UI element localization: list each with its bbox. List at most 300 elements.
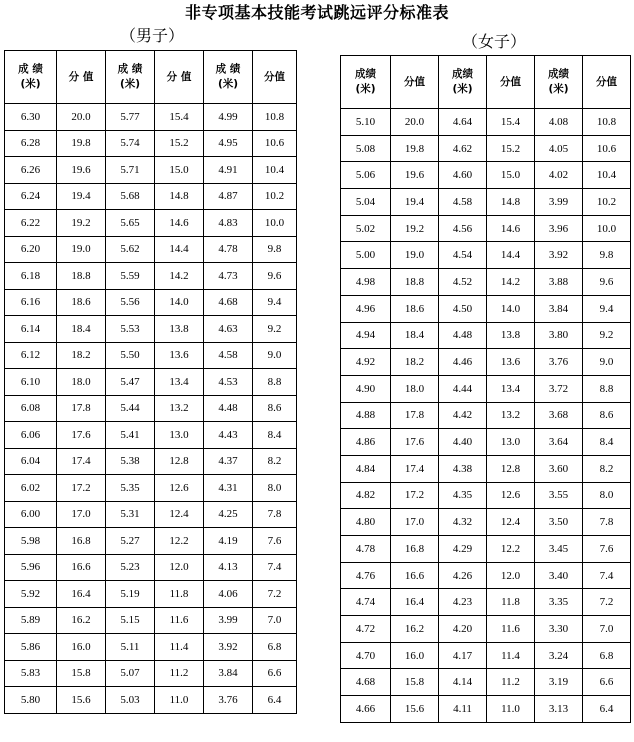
header-line: 成绩 xyxy=(355,68,376,80)
male-table-row xyxy=(5,210,297,237)
score-cell: 16.2 xyxy=(57,607,106,634)
female-table-row xyxy=(341,616,631,643)
score-cell: 11.4 xyxy=(487,642,535,669)
score-cell: 14.0 xyxy=(155,289,204,316)
header-line: 分 值 xyxy=(166,70,192,83)
distance-cell: 6.22 xyxy=(5,210,57,237)
score-cell: 14.0 xyxy=(487,295,535,322)
female-table-row xyxy=(341,402,631,429)
score-cell: 12.2 xyxy=(487,536,535,563)
score-cell: 17.0 xyxy=(391,509,439,536)
score-cell: 10.0 xyxy=(253,210,297,237)
distance-cell: 4.14 xyxy=(439,669,487,696)
score-cell: 7.2 xyxy=(583,589,631,616)
distance-cell: 6.00 xyxy=(5,501,57,528)
male-table-row xyxy=(5,289,297,316)
distance-cell: 3.13 xyxy=(535,696,583,723)
score-cell: 9.4 xyxy=(253,289,297,316)
score-cell: 17.8 xyxy=(57,395,106,422)
female-table-row xyxy=(341,349,631,376)
distance-cell: 5.10 xyxy=(341,109,391,136)
distance-cell: 5.27 xyxy=(106,528,155,555)
distance-cell: 3.92 xyxy=(204,634,253,661)
score-cell: 15.4 xyxy=(155,104,204,131)
distance-cell: 4.06 xyxy=(204,581,253,608)
distance-cell: 5.71 xyxy=(106,157,155,184)
score-cell: 18.6 xyxy=(391,295,439,322)
score-cell: 13.4 xyxy=(155,369,204,396)
distance-cell: 5.04 xyxy=(341,189,391,216)
score-cell: 9.6 xyxy=(253,263,297,290)
distance-cell: 3.50 xyxy=(535,509,583,536)
distance-cell: 3.24 xyxy=(535,642,583,669)
score-cell: 14.8 xyxy=(487,189,535,216)
female-table-row xyxy=(341,109,631,136)
score-cell: 11.0 xyxy=(155,687,204,714)
score-cell: 9.8 xyxy=(253,236,297,263)
male-table-row xyxy=(5,581,297,608)
score-cell: 17.2 xyxy=(391,482,439,509)
female-header-cell xyxy=(487,56,535,109)
distance-cell: 4.86 xyxy=(341,429,391,456)
distance-cell: 3.84 xyxy=(204,660,253,687)
female-table-row xyxy=(341,295,631,322)
distance-cell: 4.80 xyxy=(341,509,391,536)
distance-cell: 4.84 xyxy=(341,455,391,482)
score-cell: 7.8 xyxy=(583,509,631,536)
male-table-row xyxy=(5,183,297,210)
score-cell: 19.8 xyxy=(57,130,106,157)
male-table-row xyxy=(5,607,297,634)
distance-cell: 3.92 xyxy=(535,242,583,269)
score-cell: 9.4 xyxy=(583,295,631,322)
header-line: 成 绩 xyxy=(215,63,241,75)
female-header-cell xyxy=(391,56,439,109)
score-cell: 8.4 xyxy=(253,422,297,449)
score-cell: 15.0 xyxy=(155,157,204,184)
score-cell: 8.2 xyxy=(583,455,631,482)
distance-cell: 4.70 xyxy=(341,642,391,669)
score-cell: 18.8 xyxy=(57,263,106,290)
distance-cell: 5.86 xyxy=(5,634,57,661)
score-cell: 12.8 xyxy=(155,448,204,475)
distance-cell: 5.11 xyxy=(106,634,155,661)
distance-cell: 4.60 xyxy=(439,162,487,189)
female-table-row xyxy=(341,509,631,536)
distance-cell: 3.60 xyxy=(535,455,583,482)
distance-cell: 4.98 xyxy=(341,269,391,296)
female-table-row xyxy=(341,322,631,349)
distance-cell: 3.30 xyxy=(535,616,583,643)
score-cell: 19.8 xyxy=(391,135,439,162)
score-cell: 13.0 xyxy=(487,429,535,456)
distance-cell: 5.53 xyxy=(106,316,155,343)
score-cell: 6.6 xyxy=(253,660,297,687)
score-cell: 17.8 xyxy=(391,402,439,429)
distance-cell: 4.29 xyxy=(439,536,487,563)
header-line: 分值 xyxy=(500,75,521,88)
score-cell: 12.6 xyxy=(487,482,535,509)
male-score-table xyxy=(4,50,297,714)
score-cell: 10.2 xyxy=(253,183,297,210)
header-line: 分 值 xyxy=(68,70,94,83)
score-cell: 10.6 xyxy=(253,130,297,157)
male-table-row xyxy=(5,316,297,343)
distance-cell: 6.30 xyxy=(5,104,57,131)
score-cell: 8.0 xyxy=(253,475,297,502)
score-cell: 11.4 xyxy=(155,634,204,661)
score-cell: 7.0 xyxy=(253,607,297,634)
score-cell: 7.0 xyxy=(583,616,631,643)
header-line: 分值 xyxy=(404,75,425,88)
score-cell: 13.6 xyxy=(487,349,535,376)
distance-cell: 5.00 xyxy=(341,242,391,269)
male-table-row xyxy=(5,448,297,475)
score-cell: 11.0 xyxy=(487,696,535,723)
female-table-row xyxy=(341,135,631,162)
male-table-row xyxy=(5,157,297,184)
score-cell: 16.0 xyxy=(391,642,439,669)
header-line: 成绩 xyxy=(548,68,569,80)
score-cell: 15.4 xyxy=(487,109,535,136)
score-cell: 14.2 xyxy=(487,269,535,296)
distance-cell: 4.66 xyxy=(341,696,391,723)
distance-cell: 5.77 xyxy=(106,104,155,131)
score-cell: 15.0 xyxy=(487,162,535,189)
female-header-row xyxy=(341,56,631,109)
header-unit: (米) xyxy=(355,83,376,95)
distance-cell: 4.37 xyxy=(204,448,253,475)
distance-cell: 3.96 xyxy=(535,215,583,242)
distance-cell: 5.02 xyxy=(341,215,391,242)
distance-cell: 5.92 xyxy=(5,581,57,608)
distance-cell: 5.31 xyxy=(106,501,155,528)
score-cell: 17.0 xyxy=(57,501,106,528)
score-cell: 11.2 xyxy=(487,669,535,696)
distance-cell: 6.26 xyxy=(5,157,57,184)
male-table-body xyxy=(5,104,297,714)
distance-cell: 4.20 xyxy=(439,616,487,643)
female-header-cell xyxy=(439,56,487,109)
score-cell: 9.2 xyxy=(583,322,631,349)
distance-cell: 5.44 xyxy=(106,395,155,422)
distance-cell: 5.41 xyxy=(106,422,155,449)
distance-cell: 4.88 xyxy=(341,402,391,429)
distance-cell: 4.35 xyxy=(439,482,487,509)
distance-cell: 4.08 xyxy=(535,109,583,136)
distance-cell: 4.58 xyxy=(439,189,487,216)
distance-cell: 4.78 xyxy=(204,236,253,263)
header-unit: (米) xyxy=(217,78,239,90)
score-cell: 13.8 xyxy=(155,316,204,343)
header-unit: (米) xyxy=(548,83,569,95)
male-table-row xyxy=(5,475,297,502)
distance-cell: 4.92 xyxy=(341,349,391,376)
score-cell: 8.2 xyxy=(253,448,297,475)
distance-cell: 5.19 xyxy=(106,581,155,608)
header-unit: (米) xyxy=(119,78,141,90)
score-cell: 13.2 xyxy=(155,395,204,422)
score-cell: 10.8 xyxy=(253,104,297,131)
distance-cell: 6.16 xyxy=(5,289,57,316)
score-cell: 14.4 xyxy=(487,242,535,269)
score-cell: 13.6 xyxy=(155,342,204,369)
distance-cell: 3.19 xyxy=(535,669,583,696)
score-cell: 16.6 xyxy=(391,562,439,589)
female-table-row xyxy=(341,375,631,402)
distance-cell: 5.96 xyxy=(5,554,57,581)
distance-cell: 6.28 xyxy=(5,130,57,157)
female-header-cell xyxy=(583,56,631,109)
score-cell: 9.0 xyxy=(583,349,631,376)
distance-cell: 3.40 xyxy=(535,562,583,589)
score-cell: 19.2 xyxy=(391,215,439,242)
score-cell: 16.6 xyxy=(57,554,106,581)
distance-cell: 5.47 xyxy=(106,369,155,396)
distance-cell: 4.91 xyxy=(204,157,253,184)
distance-cell: 4.52 xyxy=(439,269,487,296)
female-table-row xyxy=(341,429,631,456)
distance-cell: 4.56 xyxy=(439,215,487,242)
distance-cell: 4.48 xyxy=(439,322,487,349)
distance-cell: 6.06 xyxy=(5,422,57,449)
distance-cell: 5.15 xyxy=(106,607,155,634)
header-line: 分值 xyxy=(264,70,285,83)
male-table-row xyxy=(5,342,297,369)
female-score-table xyxy=(340,55,631,723)
score-cell: 11.2 xyxy=(155,660,204,687)
male-table-row xyxy=(5,369,297,396)
score-cell: 20.0 xyxy=(57,104,106,131)
distance-cell: 3.99 xyxy=(204,607,253,634)
male-table-row xyxy=(5,501,297,528)
distance-cell: 4.76 xyxy=(341,562,391,589)
distance-cell: 4.17 xyxy=(439,642,487,669)
score-cell: 19.0 xyxy=(391,242,439,269)
female-table-row xyxy=(341,696,631,723)
female-table-row xyxy=(341,642,631,669)
male-header-cell xyxy=(253,51,297,104)
score-cell: 11.6 xyxy=(155,607,204,634)
female-table-row xyxy=(341,189,631,216)
female-table-row xyxy=(341,215,631,242)
distance-cell: 3.72 xyxy=(535,375,583,402)
distance-cell: 5.68 xyxy=(106,183,155,210)
distance-cell: 4.40 xyxy=(439,429,487,456)
distance-cell: 4.38 xyxy=(439,455,487,482)
score-cell: 9.6 xyxy=(583,269,631,296)
distance-cell: 4.62 xyxy=(439,135,487,162)
header-unit: (米) xyxy=(452,83,473,95)
distance-cell: 4.64 xyxy=(439,109,487,136)
male-table-row xyxy=(5,104,297,131)
score-cell: 11.6 xyxy=(487,616,535,643)
distance-cell: 5.07 xyxy=(106,660,155,687)
distance-cell: 5.74 xyxy=(106,130,155,157)
score-cell: 19.2 xyxy=(57,210,106,237)
distance-cell: 4.82 xyxy=(341,482,391,509)
score-cell: 13.0 xyxy=(155,422,204,449)
score-cell: 11.8 xyxy=(487,589,535,616)
score-cell: 10.4 xyxy=(253,157,297,184)
distance-cell: 4.73 xyxy=(204,263,253,290)
score-cell: 16.8 xyxy=(391,536,439,563)
distance-cell: 6.20 xyxy=(5,236,57,263)
male-table-row xyxy=(5,634,297,661)
distance-cell: 4.19 xyxy=(204,528,253,555)
score-cell: 12.2 xyxy=(155,528,204,555)
distance-cell: 5.08 xyxy=(341,135,391,162)
distance-cell: 4.05 xyxy=(535,135,583,162)
header-line: 成 绩 xyxy=(117,63,143,75)
score-cell: 10.0 xyxy=(583,215,631,242)
distance-cell: 3.68 xyxy=(535,402,583,429)
score-cell: 20.0 xyxy=(391,109,439,136)
female-header-cell xyxy=(535,56,583,109)
score-cell: 7.2 xyxy=(253,581,297,608)
score-cell: 14.2 xyxy=(155,263,204,290)
distance-cell: 3.35 xyxy=(535,589,583,616)
score-cell: 16.4 xyxy=(391,589,439,616)
score-cell: 12.8 xyxy=(487,455,535,482)
female-table-row xyxy=(341,669,631,696)
score-cell: 16.8 xyxy=(57,528,106,555)
score-cell: 18.8 xyxy=(391,269,439,296)
female-table-row xyxy=(341,242,631,269)
score-cell: 19.0 xyxy=(57,236,106,263)
score-cell: 18.4 xyxy=(391,322,439,349)
distance-cell: 4.83 xyxy=(204,210,253,237)
distance-cell: 4.54 xyxy=(439,242,487,269)
distance-cell: 5.80 xyxy=(5,687,57,714)
male-table-row xyxy=(5,660,297,687)
female-table-body xyxy=(341,109,631,723)
distance-cell: 6.04 xyxy=(5,448,57,475)
distance-cell: 3.55 xyxy=(535,482,583,509)
male-table-row xyxy=(5,236,297,263)
score-cell: 14.6 xyxy=(487,215,535,242)
distance-cell: 4.13 xyxy=(204,554,253,581)
score-cell: 15.2 xyxy=(487,135,535,162)
score-cell: 10.2 xyxy=(583,189,631,216)
distance-cell: 4.87 xyxy=(204,183,253,210)
score-cell: 19.6 xyxy=(391,162,439,189)
score-cell: 12.4 xyxy=(487,509,535,536)
male-table-row xyxy=(5,395,297,422)
score-cell: 12.4 xyxy=(155,501,204,528)
score-cell: 8.6 xyxy=(253,395,297,422)
score-cell: 7.6 xyxy=(583,536,631,563)
distance-cell: 4.90 xyxy=(341,375,391,402)
score-cell: 8.0 xyxy=(583,482,631,509)
score-cell: 12.0 xyxy=(155,554,204,581)
header-line: 成绩 xyxy=(452,68,473,80)
score-cell: 9.2 xyxy=(253,316,297,343)
male-header-cell xyxy=(155,51,204,104)
distance-cell: 4.48 xyxy=(204,395,253,422)
score-cell: 8.4 xyxy=(583,429,631,456)
distance-cell: 4.63 xyxy=(204,316,253,343)
distance-cell: 6.08 xyxy=(5,395,57,422)
female-table-row xyxy=(341,589,631,616)
score-cell: 17.2 xyxy=(57,475,106,502)
distance-cell: 3.64 xyxy=(535,429,583,456)
score-cell: 17.4 xyxy=(391,455,439,482)
page-title: 非专项基本技能考试跳远评分标准表 xyxy=(184,3,449,22)
female-table-row xyxy=(341,482,631,509)
score-cell: 19.6 xyxy=(57,157,106,184)
score-cell: 15.6 xyxy=(57,687,106,714)
score-cell: 13.8 xyxy=(487,322,535,349)
score-cell: 8.6 xyxy=(583,402,631,429)
distance-cell: 3.84 xyxy=(535,295,583,322)
score-cell: 7.4 xyxy=(253,554,297,581)
score-cell: 8.8 xyxy=(253,369,297,396)
distance-cell: 4.42 xyxy=(439,402,487,429)
score-cell: 16.4 xyxy=(57,581,106,608)
distance-cell: 5.56 xyxy=(106,289,155,316)
score-cell: 6.4 xyxy=(253,687,297,714)
distance-cell: 4.72 xyxy=(341,616,391,643)
distance-cell: 4.68 xyxy=(204,289,253,316)
male-table-row xyxy=(5,130,297,157)
distance-cell: 5.65 xyxy=(106,210,155,237)
distance-cell: 5.59 xyxy=(106,263,155,290)
score-cell: 17.4 xyxy=(57,448,106,475)
distance-cell: 6.02 xyxy=(5,475,57,502)
distance-cell: 4.32 xyxy=(439,509,487,536)
male-table-row xyxy=(5,687,297,714)
distance-cell: 4.68 xyxy=(341,669,391,696)
score-cell: 7.4 xyxy=(583,562,631,589)
distance-cell: 5.50 xyxy=(106,342,155,369)
score-cell: 19.4 xyxy=(57,183,106,210)
female-table-row xyxy=(341,455,631,482)
distance-cell: 4.94 xyxy=(341,322,391,349)
distance-cell: 4.96 xyxy=(341,295,391,322)
score-cell: 16.2 xyxy=(391,616,439,643)
score-cell: 7.6 xyxy=(253,528,297,555)
score-cell: 17.6 xyxy=(57,422,106,449)
distance-cell: 4.95 xyxy=(204,130,253,157)
male-table-row xyxy=(5,422,297,449)
score-cell: 9.0 xyxy=(253,342,297,369)
score-cell: 15.2 xyxy=(155,130,204,157)
score-cell: 6.6 xyxy=(583,669,631,696)
distance-cell: 5.89 xyxy=(5,607,57,634)
distance-cell: 4.31 xyxy=(204,475,253,502)
distance-cell: 4.99 xyxy=(204,104,253,131)
score-cell: 9.8 xyxy=(583,242,631,269)
score-cell: 10.4 xyxy=(583,162,631,189)
distance-cell: 5.83 xyxy=(5,660,57,687)
distance-cell: 5.03 xyxy=(106,687,155,714)
distance-cell: 3.80 xyxy=(535,322,583,349)
score-cell: 16.0 xyxy=(57,634,106,661)
score-cell: 12.6 xyxy=(155,475,204,502)
header-line: 分值 xyxy=(596,75,617,88)
male-section-title: （男子） xyxy=(120,26,185,45)
male-table-row xyxy=(5,263,297,290)
distance-cell: 3.45 xyxy=(535,536,583,563)
distance-cell: 6.14 xyxy=(5,316,57,343)
score-cell: 18.0 xyxy=(57,369,106,396)
score-cell: 14.6 xyxy=(155,210,204,237)
distance-cell: 4.74 xyxy=(341,589,391,616)
male-header-cell xyxy=(106,51,155,104)
score-cell: 12.0 xyxy=(487,562,535,589)
male-table-row xyxy=(5,528,297,555)
